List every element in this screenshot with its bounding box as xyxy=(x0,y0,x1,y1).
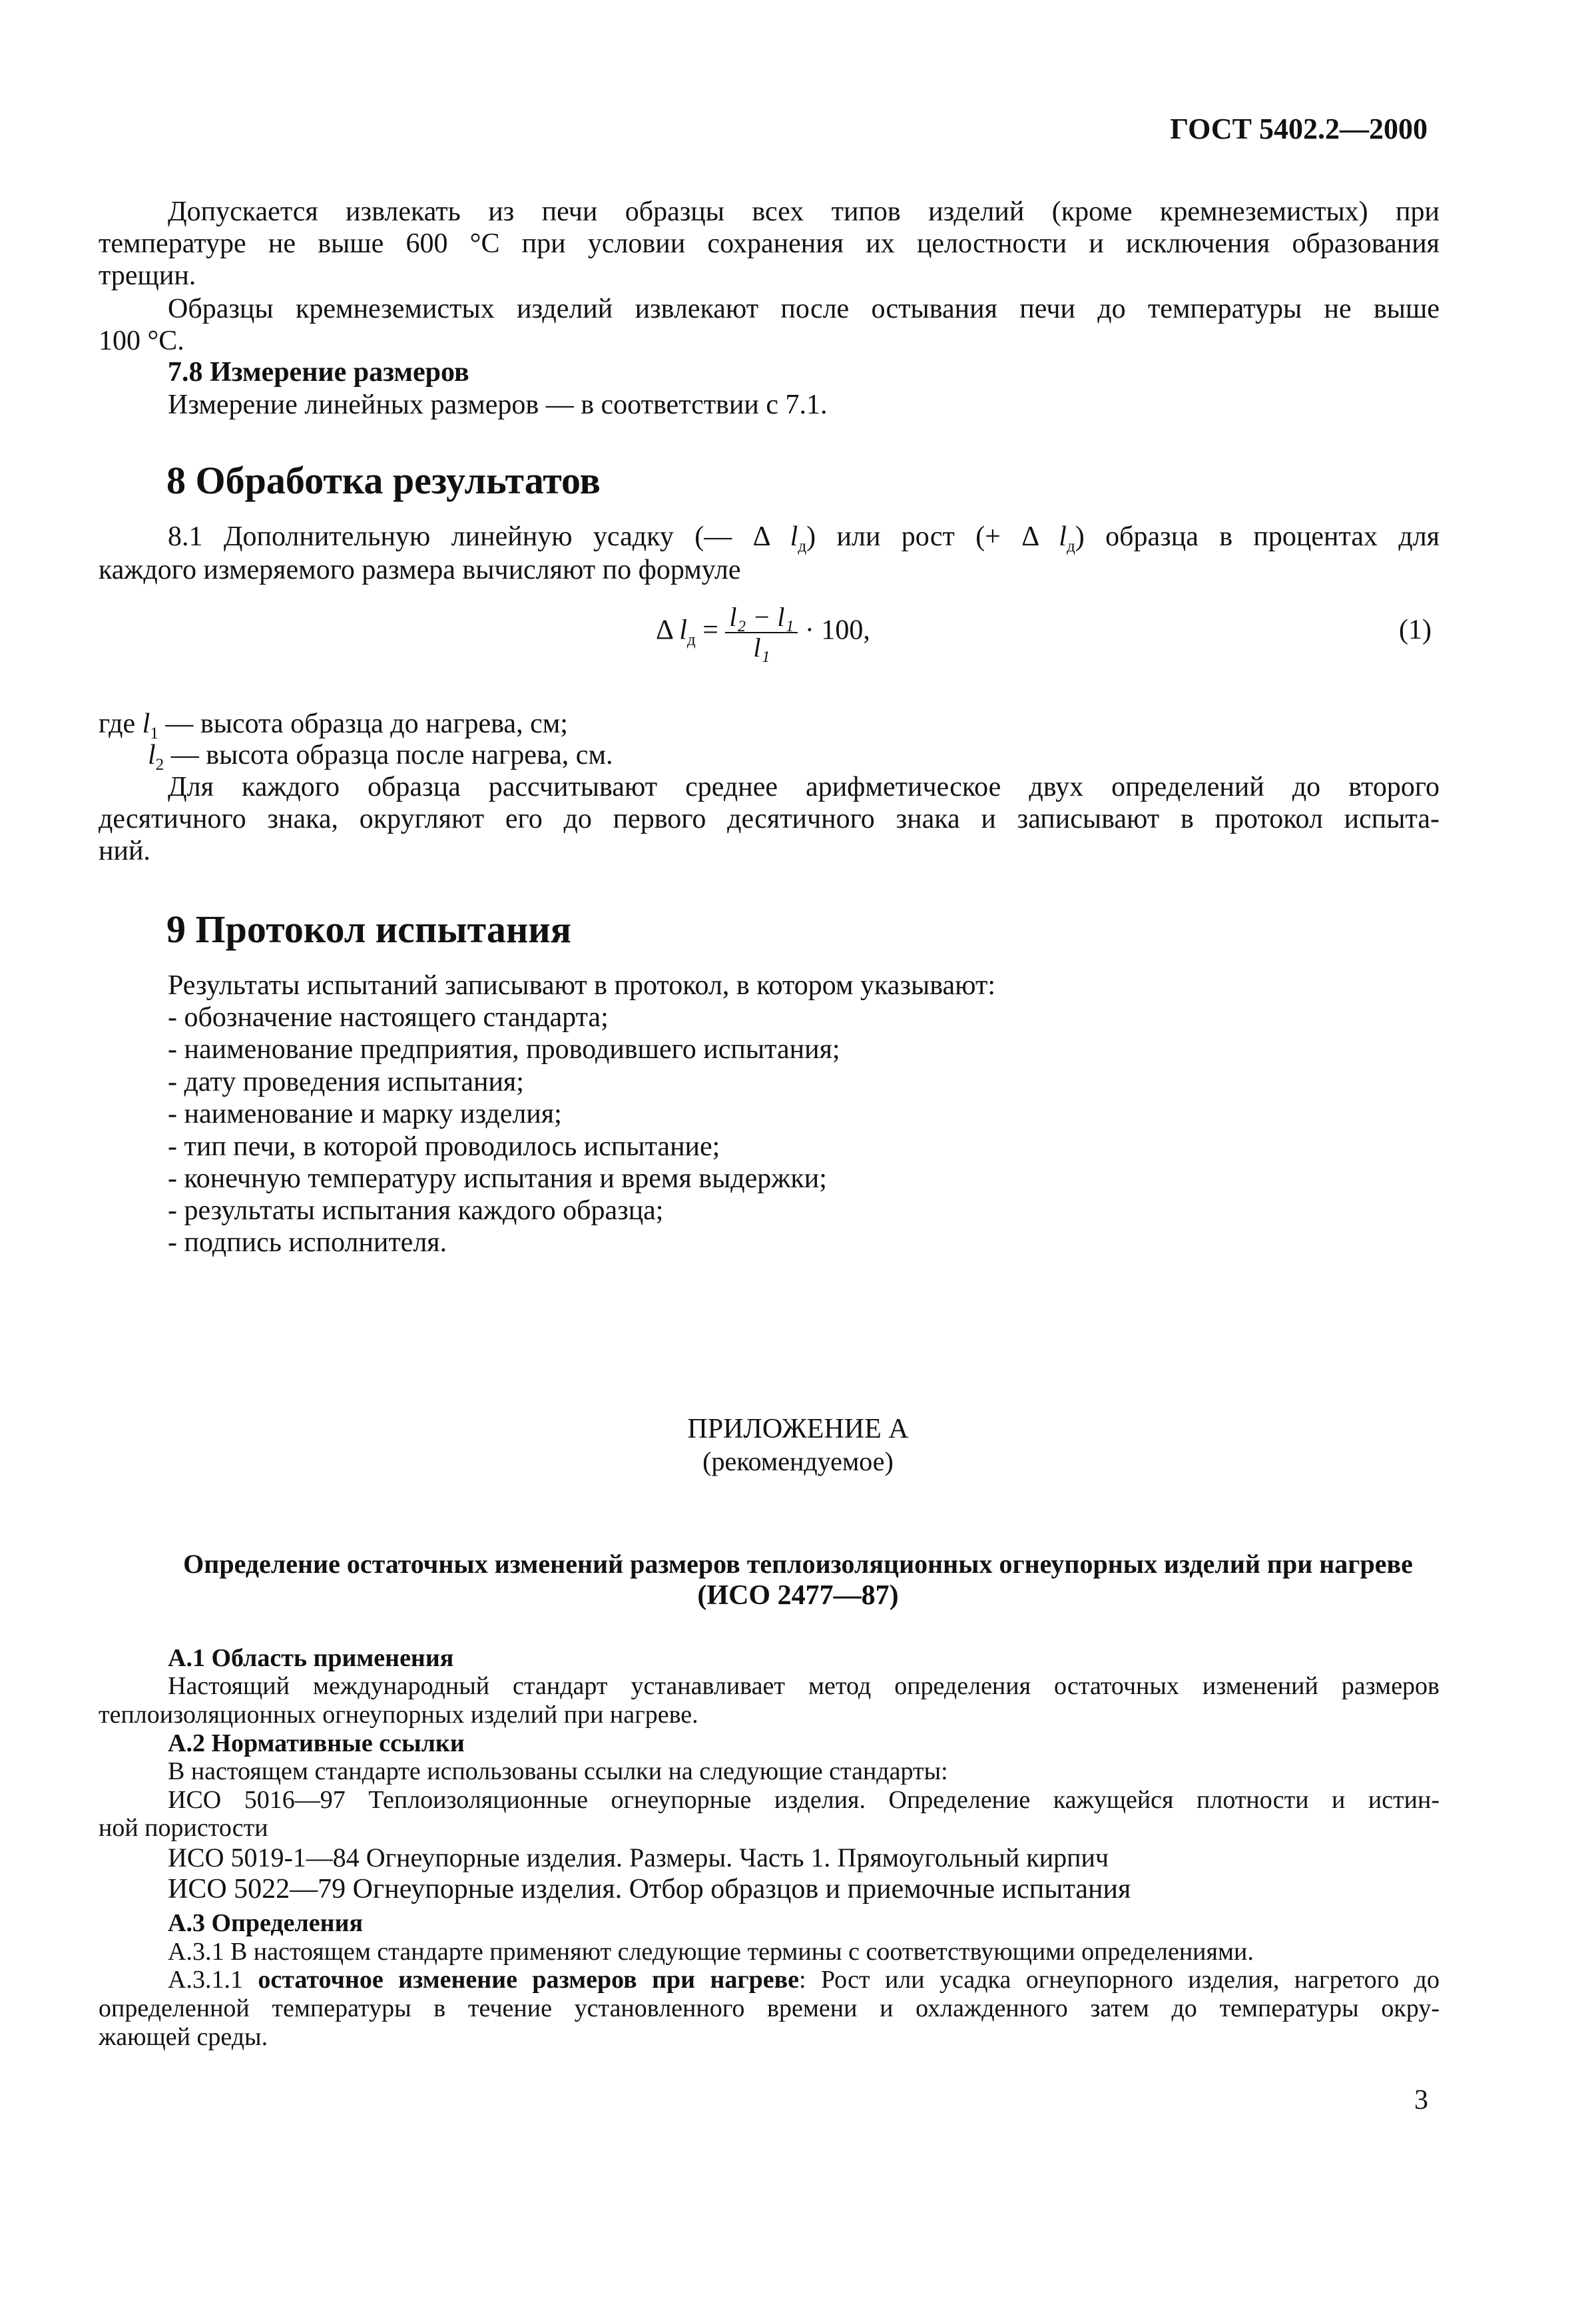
a2-intro: В настоящем стандарте использованы ссылки на следующие стандарты: xyxy=(168,1757,948,1785)
list-item: - обозначение настоящего стандарта; xyxy=(168,1002,609,1033)
a2-ref1-line1: ИСО 5016—97 Теплоизоляционные огнеупорные изделия. Определение кажущейся плотности и истин- xyxy=(168,1786,1440,1814)
list-item: - тип печи, в которой проводилось испытание; xyxy=(168,1131,720,1162)
a2-ref3: ИСО 5022—79 Огнеупорные изделия. Отбор образцов и приемочные испытания xyxy=(168,1874,1131,1904)
intro-p1-line3: трещин. xyxy=(99,260,196,291)
a3-1-1-line2: определенной температуры в течение установленного времени и охлажденного затем до температуры окру- xyxy=(99,1994,1440,2022)
intro-p1-line2: температуре не выше 600 °С при условии сохранения их целостности и исключения образования xyxy=(99,228,1440,259)
formula-numerator: l₂ − l₁ xyxy=(725,603,798,633)
section-8-p1-line2: каждого измеряемого размера вычисляют по формуле xyxy=(99,555,741,585)
formula-denominator: l₁ xyxy=(753,633,770,663)
section-8-p2-line2: десятичного знака, округляют его до первого десятичного знака и записывают в протокол испыта- xyxy=(99,804,1440,834)
a1-line1: Настоящий международный стандарт устанавливает метод определения остаточных изменений размеров xyxy=(168,1672,1440,1700)
a3-1: А.3.1 В настоящем стандарте применяют следующие термины с соответствующими определениями. xyxy=(168,1938,1254,1966)
a1-line2: теплоизоляционных огнеупорных изделий при нагреве. xyxy=(99,1701,698,1729)
section-9-intro: Результаты испытаний записывают в протокол, в котором указывают: xyxy=(168,970,996,1001)
appendix-title: ПРИЛОЖЕНИЕ А xyxy=(687,1414,909,1444)
where-line2: $l_2$ — высота образца после нагрева, см. xyxy=(148,740,613,774)
appendix-heading-line1: Определение остаточных изменений размеров теплоизоляционных огнеупорных изделий при нагреве xyxy=(183,1549,1413,1579)
a3-heading: А.3 Определения xyxy=(168,1909,364,1937)
list-item: - результаты испытания каждого образца; xyxy=(168,1195,664,1226)
formula-lhs: Δ xyxy=(656,615,672,646)
list-item: - конечную температуру испытания и время выдержки; xyxy=(168,1163,827,1194)
intro-p2-line1: Образцы кремнеземистых изделий извлекают после остывания печи до температуры не выше xyxy=(168,294,1440,324)
intro-p1-line1: Допускается извлекать из печи образцы всех типов изделий (кроме кремнеземистых) при xyxy=(168,196,1440,227)
list-item: - дату проведения испытания; xyxy=(168,1067,524,1097)
section-8-p1-line1: 8.1 Дополнительную линейную усадку (— Δ $l_д$) или рост (+ Δ $l_д$) образца в процентах для xyxy=(168,521,1440,555)
section-8-p2-line1: Для каждого образца рассчитывают среднее арифметическое двух определений до второго xyxy=(168,772,1440,802)
a3-1-1-line1: А.3.1.1 остаточное изменение размеров при нагреве: Рост или усадка огнеупорного изделия, нагретого до xyxy=(168,1966,1440,1994)
a1-heading: А.1 Область применения xyxy=(168,1644,454,1672)
where-line1: где $l_1$ — высота образца до нагрева, см; xyxy=(99,709,568,742)
section-9-heading: 9 Протокол испытания xyxy=(166,908,572,951)
section-8-p2-line3: ний. xyxy=(99,836,150,866)
list-item: - наименование предприятия, проводившего испытания; xyxy=(168,1034,840,1065)
intro-p2-line2: 100 °С. xyxy=(99,326,184,356)
a2-ref1-line2: ной пористости xyxy=(99,1814,268,1842)
appendix-heading-line2: (ИСО 2477—87) xyxy=(697,1580,899,1611)
page-number: 3 xyxy=(1414,2085,1428,2116)
a2-heading: А.2 Нормативные ссылки xyxy=(168,1729,465,1757)
section-8-heading: 8 Обработка результатов xyxy=(166,459,601,502)
appendix-subtitle: (рекомендуемое) xyxy=(702,1446,894,1476)
section-7-8-text: Измерение линейных размеров — в соответствии с 7.1. xyxy=(168,390,828,420)
formula-tail: · 100, xyxy=(804,615,870,646)
list-item: - наименование и марку изделия; xyxy=(168,1099,562,1129)
formula-fraction xyxy=(725,603,798,663)
list-item: - подпись исполнителя. xyxy=(168,1227,447,1258)
document-id: ГОСТ 5402.2—2000 xyxy=(1170,113,1428,145)
formula-lhs-var: l xyxy=(679,615,687,646)
a3-1-1-line3: жающей среды. xyxy=(99,2023,268,2051)
formula: Δ $l_д$ = $\frac{\text{l₂ − l₁}}{\text{l₁}}$ · 100, xyxy=(656,602,870,663)
equation-number: (1) xyxy=(1399,615,1432,645)
section-7-8-heading: 7.8 Измерение размеров xyxy=(168,357,469,388)
a2-ref2: ИСО 5019-1—84 Огнеупорные изделия. Размеры. Часть 1. Прямоугольный кирпич xyxy=(168,1843,1109,1873)
